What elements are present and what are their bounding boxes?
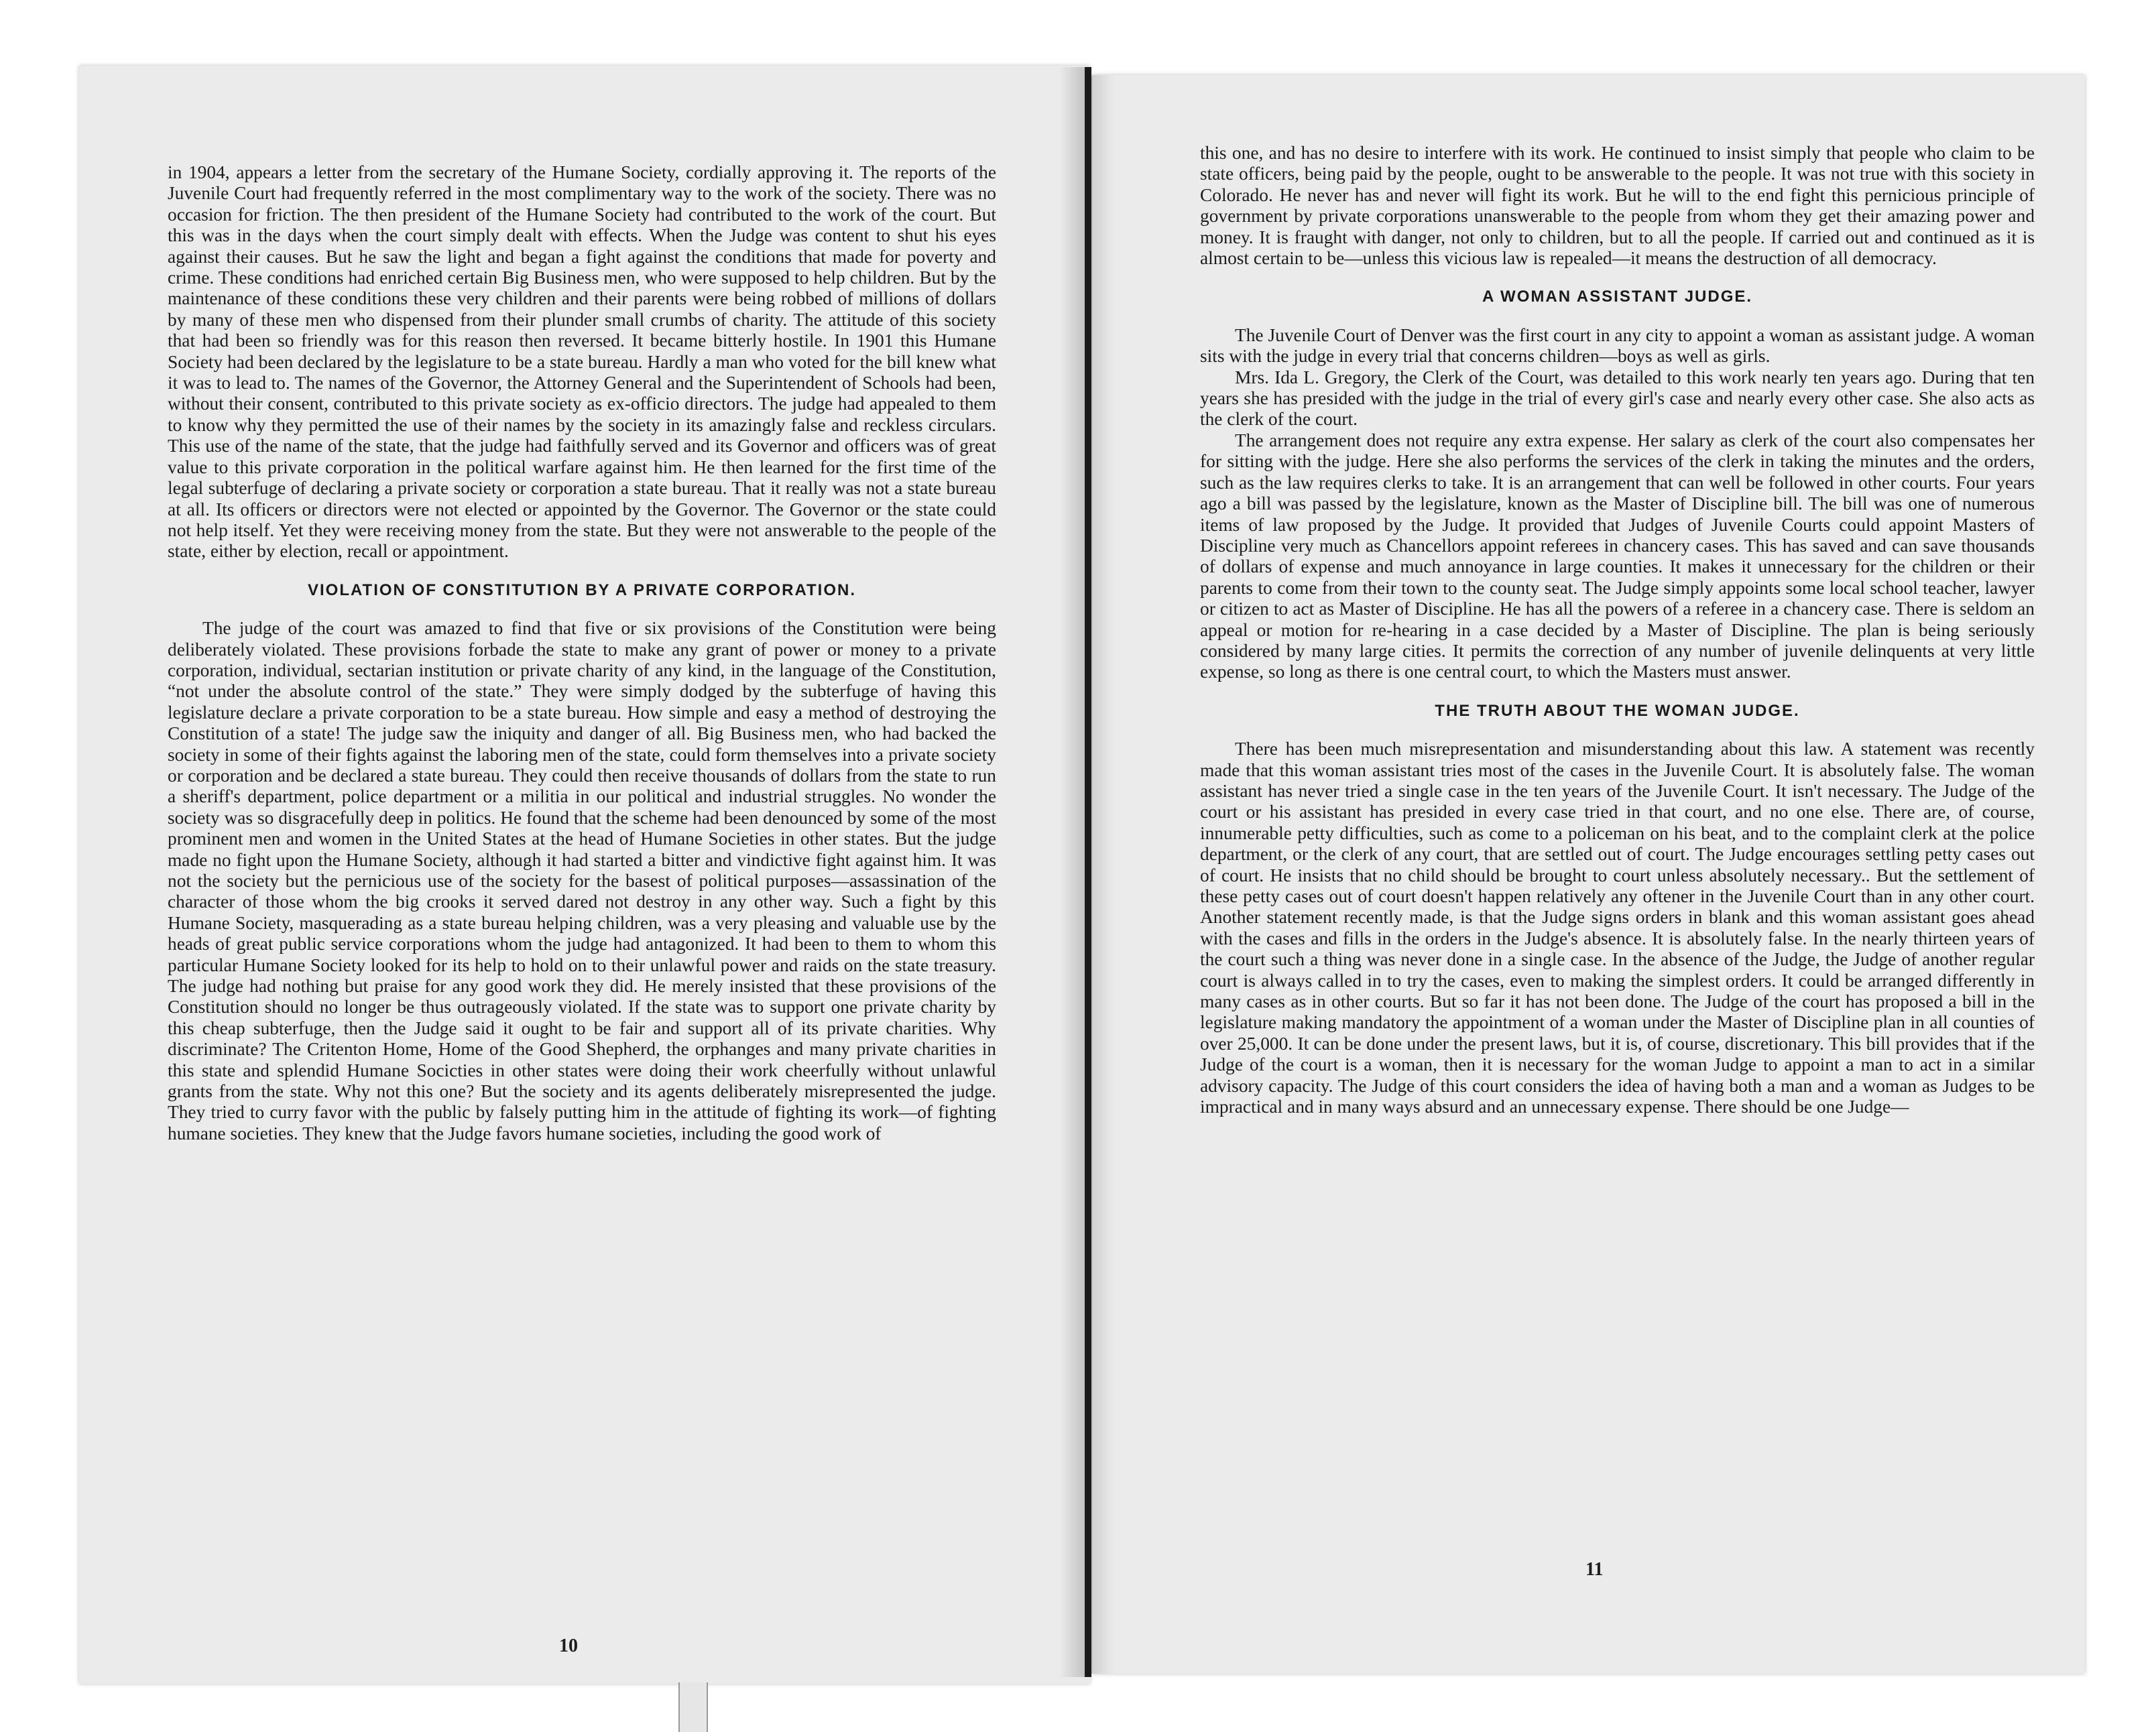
right-section1-paragraph-3: The arrangement does not require any extra expense. Her salary as clerk of the court also compensates her for sitting with the judge. Here she also performs the services of the clerk in taking the minutes and the orders, such as the law requires clerks to take. It is an arrangement that can well be followed in other courts. Four years ago a bill was passed by the legislature, known as the Master of Discipline bill. The bill was one of numerous items of law proposed by the Judge. It provided that Judges of Juvenile Courts could appoint Masters of Discipline very much as Chancellors appoint referees in chancery cases. This has saved and can save thousands of dollars of expense and much annoyance in large counties. It makes it unnecessary for the children or their parents to come from their town to the county seat. The Judge simply appoints some local school teacher, lawyer or citizen to act as Master of Discipline. He has all the powers of a referee in a chancery case. There is seldom an appeal or motion for re-hearing in a case decided by a Master of Discipline. The plan is being seriously considered by many large cities. It permits the correction of any number of juvenile delinquents at very little expense, so long as there is one central court, to which the Masters must answer. <box>1200 430 2035 682</box>
left-section-heading: VIOLATION OF CONSTITUTION BY A PRIVATE CORPORATION. <box>307 580 856 599</box>
right-section1-paragraph-2: Mrs. Ida L. Gregory, the Clerk of the Court, was detailed to this work nearly ten years ago. During that ten years she has presided with the judge in the trial of every girl's case and nearly every other case. She also acts as the clerk of the court. <box>1200 367 2035 430</box>
left-page-number: 10 <box>559 1635 578 1656</box>
right-paragraph-1: this one, and has no desire to interfere with its work. He continued to insist simply that people who claim to be state officers, being paid by the people, ought to be answerable to the people. It was not true with this society in Colorado. He never has and never will fight its work. But he will to the end fight this pernicious principle of government by private corporations unanswerable to the people from whom they get their amazing power and money. It is fraught with danger, not only to children, but to all the people. If carried out and continued as it is almost certain to be—unless this vicious law is repealed—it means the destruction of all democracy. <box>1200 143 2035 269</box>
right-page-number: 11 <box>1585 1559 1604 1580</box>
gutter-shadow-left <box>1059 67 1086 1677</box>
left-paragraph-2: The judge of the court was amazed to find that five or six provisions of the Constitution were being deliberately violated. These provisions forbade the state to make any grant of power or money to a private corporation, individual, sectarian institution or private charity of any kind, in the language of the Constitution, “not under the absolute control of the state.” They were simply dodged by the subterfuge of having this legislature declare a private corporation to be a state bureau. How simple and easy a method of destroying the Constitution of a state! The judge saw the iniquity and danger of all. Big Business men, who had backed the society in some of their fights against the laboring men of the state, could form themselves into a private society or corporation and be declared a state bureau. They could then receive thousands of dollars from the state to run a sheriff's department, police department or a militia in our political and industrial struggles. No wonder the society was so disgracefully deep in politics. He found that the scheme had been denounced by some of the most prominent men and women in the United States at the head of Humane Societies in other states. But the judge made no fight upon the Humane Society, although it had started a bitter and vindictive fight against him. It was not the society but the pernicious use of the society for the basest of political purposes—assassination of the character of those whom the big crooks it served dared not destroy in any other way. Such a fight by this Humane Society, masquerading as a state bureau helping children, was a very pleasing and valuable use by the heads of great public service corporations whom the judge had antagonized. It had been to them to whom this particular Humane Society looked for its help to hold on to their unlawful power and raids on the state treasury. The judge had nothing but praise for any good work they did. He merely insisted that these provisions of the Constitution should no longer be thus outrageously violated. If the state was to support one private charity by this cheap subterfuge, then the Judge said it ought to be fair and support all of its private charities. Why discriminate? The Critenton Home, Home of the Good Shepherd, the orphanges and many private charities in this state and splendid Humane Socicties in other states were doing their work cheerfully without unlawful grants from the state. Why not this one? But the society and its agents deliberately misrepresented the judge. They tried to curry favor with the public by falsely putting him in the attitude of fighting its work—of fighting humane societies. They knew that the Judge favors humane societies, including the good work of <box>168 618 996 1143</box>
left-page-text <box>168 162 996 1144</box>
right-section2-paragraph-1: There has been much misrepresentation and misunderstanding about this law. A statement was recently made that this woman assistant tries most of the cases in the Juvenile Court. It is absolutely false. The woman assistant has never tried a single case in the ten years of the Juvenile Court. It isn't necessary. The Judge of the court or his assistant has presided in every case tried in that court, and no one else. There are, of course, innumerable petty difficulties, such as come to a policeman on his beat, and to the complaint clerk at the police department, or the clerk of any court, that are settled out of court. The Judge encourages settling petty cases out of court. He insists that no child should be brought to court unless absolutely necessary.. But the settlement of these petty cases out of court doesn't happen relatively any oftener in the Juvenile Court than in any other court. Another statement recently made, is that the Judge signs orders in blank and this woman assistant goes ahead with the cases and fills in the orders in the Judge's absence. It is absolutely false. In the nearly thirteen years of the court such a thing was never done in a single case. In the absence of the Judge, the Judge of another regular court is always called in to try the cases, even to making the simplest orders. It could be arranged differently in many cases as in other courts. But so far it has not been done. The Judge of the court has proposed a bill in the legislature making mandatory the appointment of a woman under the Master of Discipline plan in all counties of over 25,000. It can be done under the present laws, but it is, of course, discretionary. This bill provides that if the Judge of the court is a woman, then it is necessary for the woman Judge to appoint a man to act in a similar advisory capacity. The Judge of this court considers the idea of having both a man and a woman as Judges to be impractical and in many ways absurd and an unnecessary expense. There should be one Judge— <box>1200 739 2035 1117</box>
right-page-text <box>1200 143 2035 1117</box>
left-paragraph-1: in 1904, appears a letter from the secretary of the Humane Society, cordially approving it. The reports of the Juvenile Court had frequently referred in the most complimentary way to the work of the society. There was no occasion for friction. The then president of the Humane Society had contributed to the work of the court. But this was in the days when the court simply dealt with effects. When the Judge was content to shut his eyes against their causes. But he saw the light and began a fight against the conditions that made for poverty and crime. These conditions had enriched certain Big Business men, who were supposed to help children. But by the maintenance of these conditions these very children and their parents were being robbed of millions of dollars by many of these men who dispensed from their plunder small crumbs of charity. The attitude of this society that had been so friendly was for this reason then reversed. It became bitterly hostile. In 1901 this Humane Society had been declared by the legislature to be a state bureau. Hardly a man who voted for the bill knew what it was to lead to. The names of the Governor, the Attorney General and the Superintendent of Schools had been, without their consent, contributed to this private society as ex-officio directors. The judge had appealed to them to know why they permitted the use of their names by the society in its amazingly false and reckless circulars. This use of the name of the state, that the judge had faithfully served and its Governor and officers was of great value to this private corporation in the political warfare against him. He then learned for the first time of the legal subterfuge of declaring a private society or corporation a state bureau. That it really was not a state bureau at all. Its officers or directors were not elected or appointed by the Governor. The Governor or the state could not help itself. Yet they were receiving money from the state. But they were not answerable to the people of the state, either by election, recall or appointment. <box>168 162 996 562</box>
gutter-shadow-right <box>1091 75 1114 1674</box>
right-section1-paragraph-1: The Juvenile Court of Denver was the first court in any city to appoint a woman as assistant judge. A woman sits with the judge in every trial that concerns children—boys as well as girls. <box>1200 324 2035 367</box>
right-section-heading-2: THE TRUTH ABOUT THE WOMAN JUDGE. <box>1435 701 1800 720</box>
right-section-heading-1: A WOMAN ASSISTANT JUDGE. <box>1482 288 1753 306</box>
page-tab <box>678 1682 708 1732</box>
book-gutter <box>1085 67 1091 1677</box>
